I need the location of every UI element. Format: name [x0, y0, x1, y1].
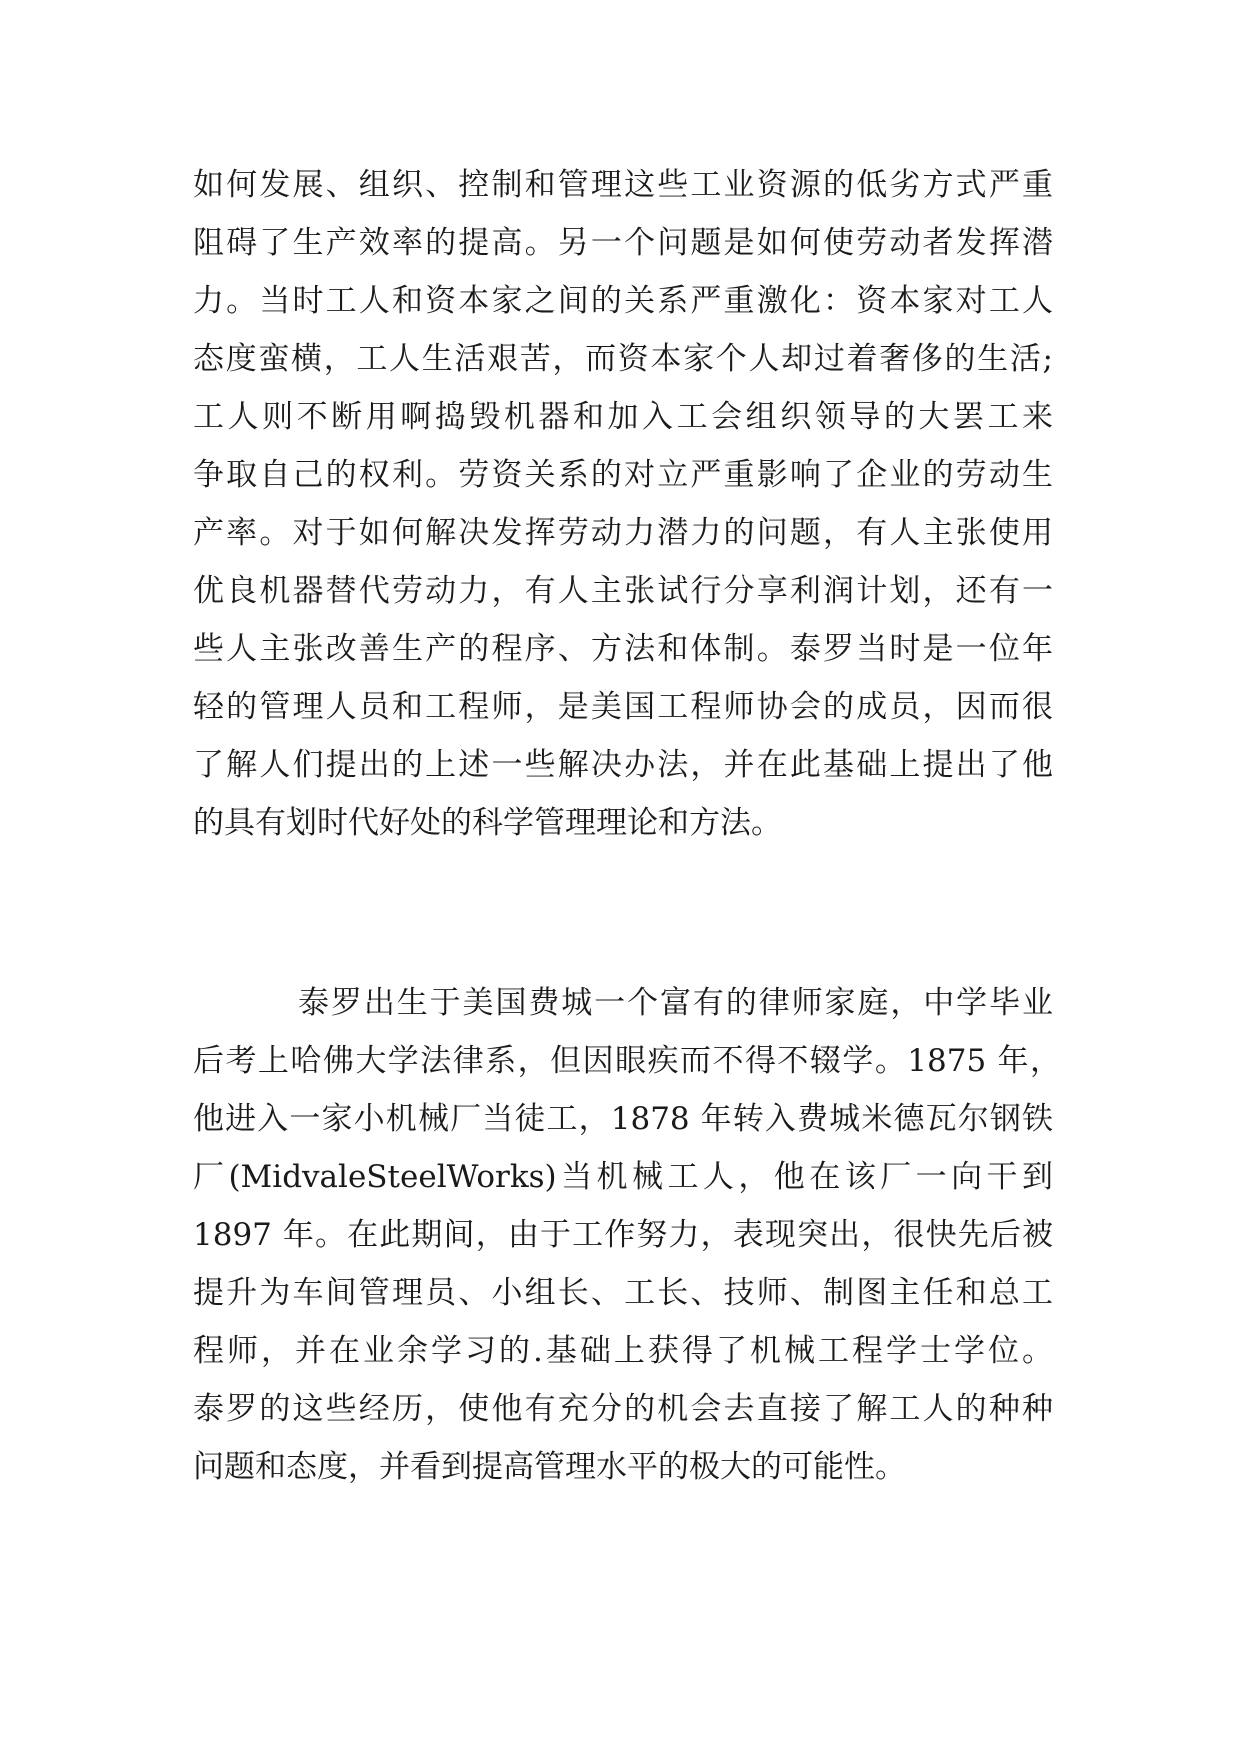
text-line: 的具有划时代好处的科学管理理论和方法。	[193, 805, 782, 841]
text-line: 如何发展、组织、控制和管理这些工业资源的低劣方式严重	[193, 167, 1053, 203]
text-line: 泰罗的这些经历，使他有充分的机会去直接了解工人的种种	[193, 1391, 1053, 1427]
text-line: 1897 年。在此期间，由于工作努力，表现突出，很快先后被	[193, 1217, 1053, 1253]
text-line: 态度蛮横，工人生活艰苦，而资本家个人却过着奢侈的生活;	[193, 341, 1053, 377]
text-line: 问题和态度，并看到提高管理水平的极大的可能性。	[193, 1449, 906, 1485]
text-line: 些人主张改善生产的程序、方法和体制。泰罗当时是一位年	[193, 631, 1053, 667]
text-line: 力。当时工人和资本家之间的关系严重激化：资本家对工人	[193, 283, 1053, 319]
text-line: 后考上哈佛大学法律系，但因眼疾而不得不辍学。1875 年，	[193, 1043, 1061, 1079]
text-line: 提升为车间管理员、小组长、工长、技师、制图主任和总工	[193, 1275, 1053, 1311]
text-line: 他进入一家小机械厂当徒工，1878 年转入费城米德瓦尔钢铁	[193, 1101, 1053, 1137]
text-line: 了解人们提出的上述一些解决办法，并在此基础上提出了他	[193, 747, 1053, 783]
text-line: 争取自己的权利。劳资关系的对立严重影响了企业的劳动生	[193, 457, 1053, 493]
text-line: 轻的管理人员和工程师，是美国工程师协会的成员，因而很	[193, 689, 1053, 725]
text-line: 优良机器替代劳动力，有人主张试行分享利润计划，还有一	[193, 573, 1053, 609]
text-line: 阻碍了生产效率的提高。另一个问题是如何使劳动者发挥潜	[193, 225, 1053, 261]
text-line: 程师，并在业余学习的.基础上获得了机械工程学士学位。	[193, 1333, 1053, 1369]
text-line: 产率。对于如何解决发挥劳动力潜力的问题，有人主张使用	[193, 515, 1053, 551]
text-line: 厂(MidvaleSteelWorks)当机械工人，他在该厂一向干到	[193, 1159, 1053, 1195]
text-line: 泰罗出生于美国费城一个富有的律师家庭，中学毕业	[298, 985, 1053, 1021]
text-line: 工人则不断用啊捣毁机器和加入工会组织领导的大罢工来	[193, 399, 1053, 435]
